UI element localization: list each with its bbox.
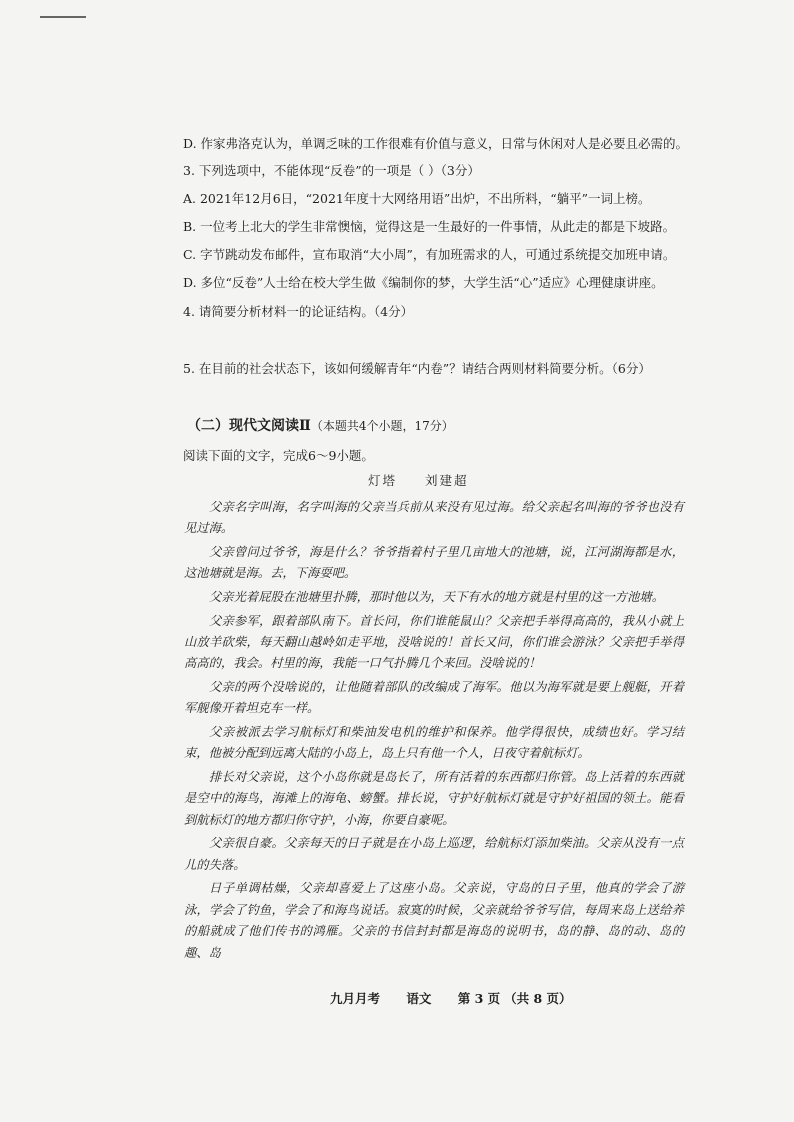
article-paragraph: 父亲光着屁股在池塘里扑腾，那时他以为，天下有水的地方就是村里的这一方池塘。: [209, 590, 664, 604]
footer-page: 第 3 页: [457, 991, 501, 1006]
article-paragraph: 父亲参军，跟着部队南下。首长问，你们谁能鼠山？父亲把手举得高高的，我从小就上山放羊砍柴，每天翻山越岭如走平地，没啥说的！首长又问，你们谁会游泳？父亲把手举得高高的，我会。村里的海，我能一口气扑腾几个来回。没啥说的！: [184, 613, 684, 671]
option-b-q3: B. 一位考上北大的学生非常懊恼，觉得这是一生最好的一件事情，从此走的都是下坡路。: [183, 219, 676, 234]
page-footer: [330, 989, 572, 1007]
reading-instruction: 阅读下面的文字，完成6～9小题。: [183, 448, 374, 463]
option-d-q3: D. 多位“反卷”人士给在校大学生做《编制你的梦，大学生活“心”适应》心理健康讲座。: [183, 275, 664, 290]
article-heading: [368, 471, 469, 489]
article-title: 灯塔: [368, 473, 398, 488]
question-5: 5. 在目前的社会状态下，该如何缓解青年“内卷”？请结合两则材料简要分析。（6分）: [183, 361, 651, 376]
article-paragraph: 父亲很自豪。父亲每天的日子就是在小岛上巡逻，给航标灯添加柴油。父亲从没有一点儿的失落。: [184, 836, 684, 872]
footer-total: （共 8 页）: [504, 991, 572, 1006]
section-title: [187, 415, 454, 435]
article-paragraph: 排长对父亲说，这个小岛你就是岛长了，所有活着的东西都归你管。岛上活着的东西就是空中的海鸟，海滩上的海龟、螃蟹。排长说，守护好航标灯就是守护好祖国的领土。能看到航标灯的地方都归你守护，小海，你要自豪呢。: [184, 770, 684, 827]
question-4: 4. 请简要分析材料一的论证结构。（4分）: [183, 304, 414, 319]
article-paragraph: 父亲曾问过爷爷，海是什么？爷爷指着村子里几亩地大的池塘，说，江河湖海都是水，这池塘就是海。去，下海耍吧。: [184, 545, 684, 581]
article-paragraph: 父亲名字叫海，名字叫海的父亲当兵前从来没有见过海。给父亲起名叫海的爷爷也没有见过海。: [184, 500, 684, 536]
section-subtitle: （本题共4个小题，17分）: [310, 419, 454, 433]
article-paragraph: 父亲的两个没啥说的，让他随着部队的改编成了海军。他以为海军就是要上舰艇，开着军舰像开着坦克车一样。: [184, 680, 684, 716]
section-heading: （二）现代文阅读Ⅱ: [187, 418, 311, 434]
article-body: [184, 497, 684, 966]
option-a-q3: A. 2021年12月6日，“2021年度十大网络用语”出炉，不出所料，“躺平”一词上榜。: [183, 191, 651, 206]
article-paragraph: 日子单调枯燥，父亲却喜爱上了这座小岛。父亲说，守岛的日子里，他真的学会了游泳，学会了钓鱼，学会了和海鸟说话。寂寞的时候，父亲就给爷爷写信，每周来岛上送给养的船就成了他们传书的鸿雁。父亲的书信封封都是海岛的说明书，岛的静、岛的动、岛的趣、岛: [184, 881, 684, 960]
article-author: 刘建超: [425, 473, 469, 488]
corner-mark: [40, 16, 86, 18]
question-3: 3. 下列选项中，不能体现“反卷”的一项是（ ）（3分）: [183, 163, 480, 178]
option-d-q2: D. 作家弗洛克认为，单调乏味的工作很难有价值与意义，日常与休闲对人是必要且必需的。: [183, 136, 689, 151]
footer-exam: 九月月考: [330, 991, 381, 1006]
footer-subject: 语文: [406, 991, 432, 1006]
article-paragraph: 父亲被派去学习航标灯和柴油发电机的维护和保养。他学得很快，成绩也好。学习结束，他被分配到远离大陆的小岛上，岛上只有他一个人，日夜守着航标灯。: [184, 725, 684, 761]
option-c-q3: C. 字节跳动发布邮件，宣布取消“大小周”，有加班需求的人，可通过系统提交加班申请。: [183, 247, 676, 262]
